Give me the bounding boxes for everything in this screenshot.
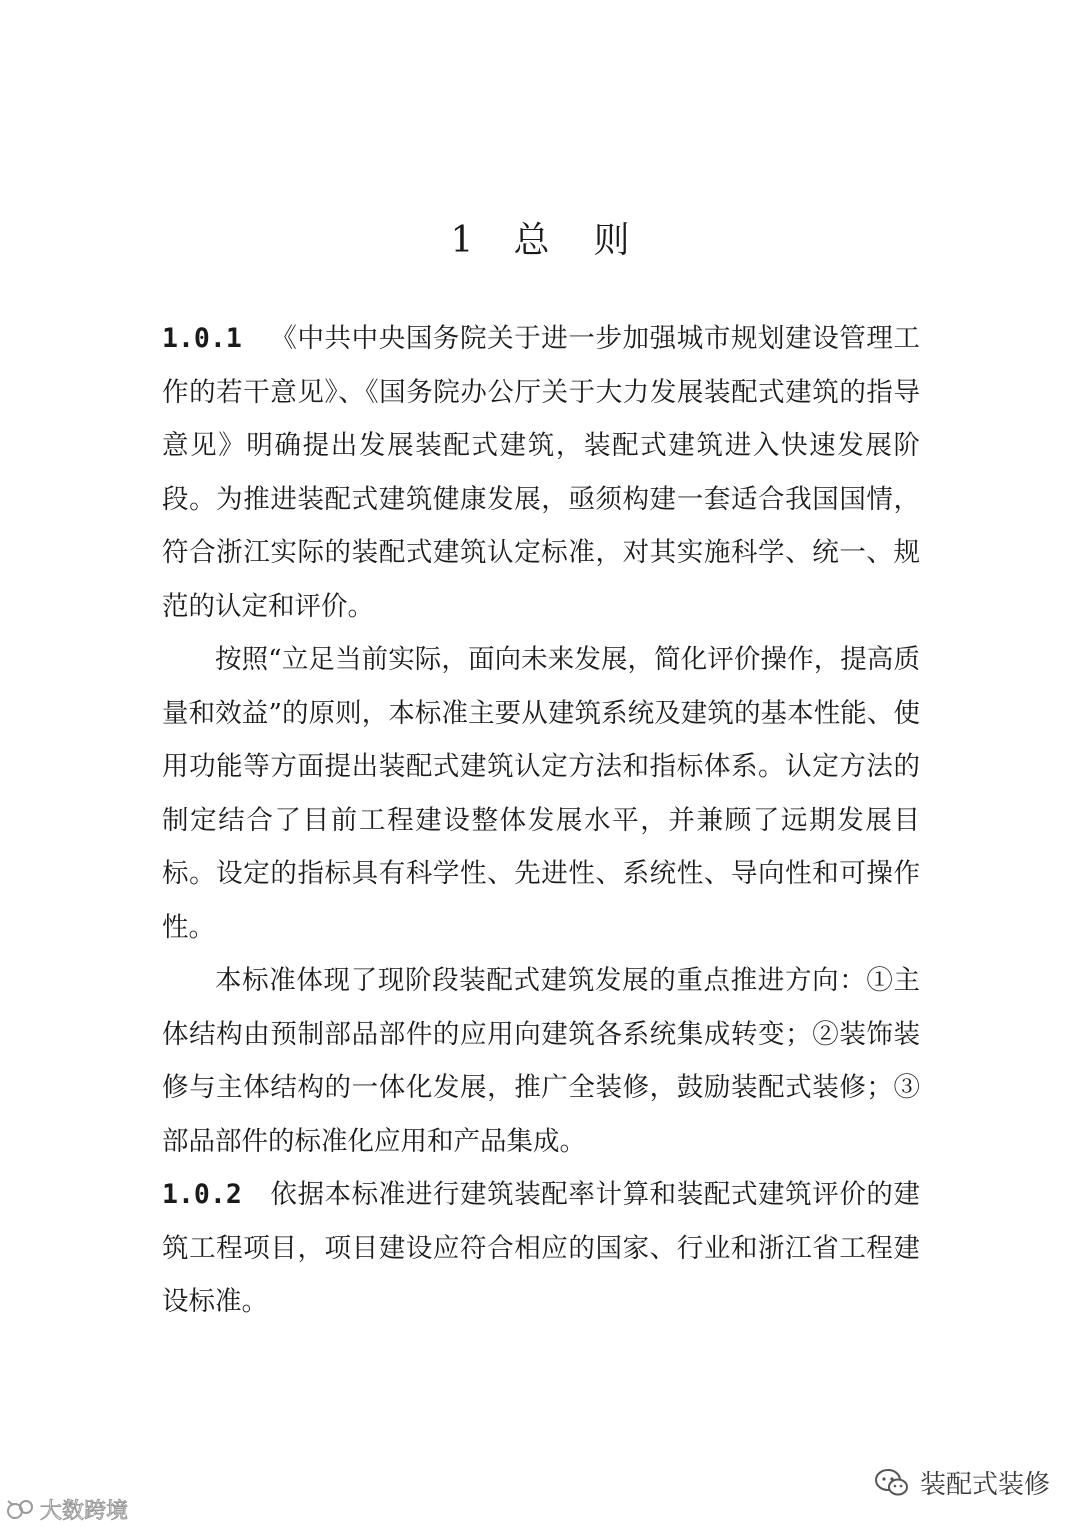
clause-1-0-1-paragraph-1: [162, 312, 920, 633]
watermark-left-text: 大数跨境: [40, 1499, 129, 1524]
wechat-icon: [874, 1468, 910, 1498]
chapter-title-char-1: 总: [513, 220, 550, 261]
clause-number: 1.0.1: [162, 323, 242, 354]
watermark-left: [6, 1494, 128, 1525]
clause-number: 1.0.2: [162, 1179, 242, 1210]
clause-1-0-2-paragraph-1: [162, 1168, 920, 1329]
clause-1-0-1-paragraph-3: 本标准体现了现阶段装配式建筑发展的重点推进方向：①主体结构由预制部品部件的应用向建筑各系统集成转变；②装饰装修与主体结构的一体化发展，推广全装修，鼓励装配式装修；③部品部件的标准化应用和产品集成。: [162, 965, 920, 1157]
chapter-title-char-2: 则: [593, 220, 630, 261]
clause-1-0-1-paragraph-2: 按照“立足当前实际，面向未来发展，简化评价操作，提高质量和效益”的原则，本标准主要从建筑系统及建筑的基本性能、使用功能等方面提出装配式建筑认定方法和指标体系。认定方法的制定结合了目前工程建设整体发展水平，并兼顾了远期发展目标。设定的指标具有科学性、先进性、系统性、导向性和可操作性。: [162, 644, 920, 943]
clause-text: 《中共中央国务院关于进一步加强城市规划建设管理工作的若干意见》、《国务院办公厅关于大力发展装配式建筑的指导意见》明确提出发展装配式建筑，装配式建筑进入快速发展阶段。为推进装配式建筑健康发展，亟须构建一套适合我国国情，符合浙江实际的装配式建筑认定标准，对其实施科学、统一、规范的认定和评价。: [162, 323, 920, 622]
sogou-logo-icon: [6, 1497, 36, 1523]
watermark-right-text: 装配式装修: [919, 1470, 1050, 1500]
page-title: [0, 212, 1080, 263]
clause-text: 依据本标准进行建筑装配率计算和装配式建筑评价的建筑工程项目，项目建设应符合相应的国家、行业和浙江省工程建设标准。: [162, 1179, 920, 1317]
document-body: [162, 312, 920, 1329]
chapter-number: 1: [450, 220, 474, 261]
watermark-right: [874, 1464, 1050, 1501]
